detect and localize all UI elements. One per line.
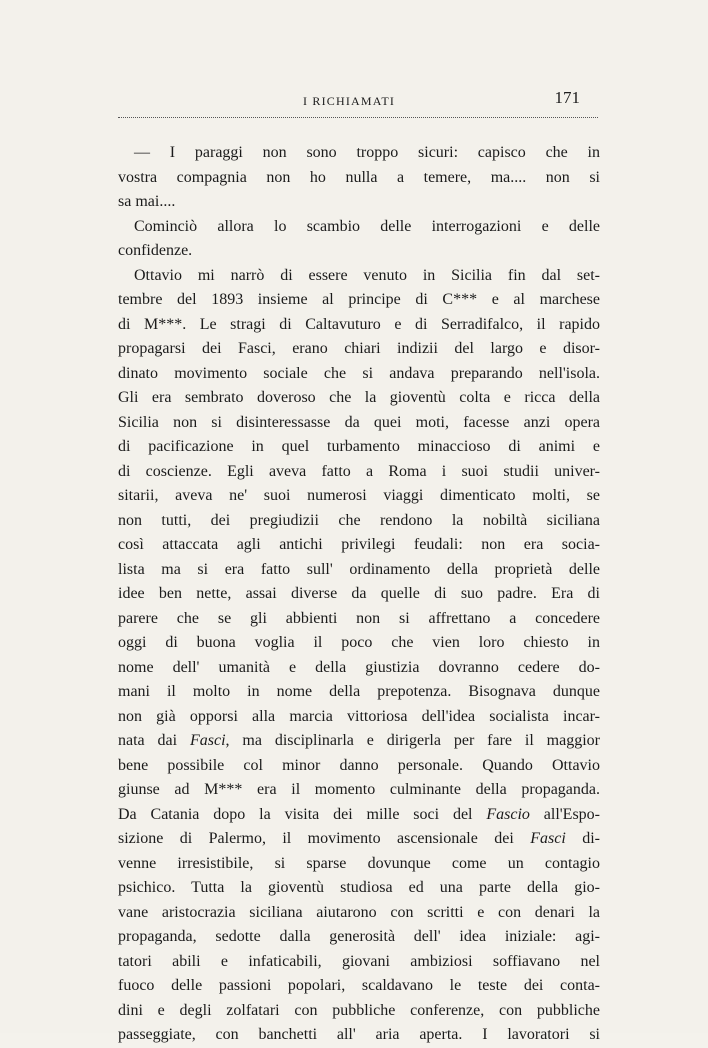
text-line: così attaccata agli antichi privilegi feudali: non era socia- xyxy=(118,536,600,553)
text-line: idee ben nette, assai diverse da quelle di suo padre. Era di xyxy=(118,585,600,602)
text-line: parere che se gli abbienti non si affrettano a concedere xyxy=(118,609,600,627)
italic-term: Fascio xyxy=(486,805,530,823)
text-line: lista ma si era fatto sull' ordinamento della proprietà delle xyxy=(118,560,600,578)
text-line: confidenze. xyxy=(118,242,193,259)
text-fragment: nata dai xyxy=(118,732,190,749)
text-line xyxy=(118,729,600,754)
text-fragment: di- xyxy=(565,830,600,847)
text-line: Cominciò allora lo scambio delle interrogazioni e delle xyxy=(134,217,600,235)
text-line: Gli era sembrato doveroso che la gioventù colta e ricca della xyxy=(118,389,600,406)
text-line: non già opporsi alla marcia vittoriosa dell'idea socialista incar- xyxy=(118,707,600,725)
italic-term: Fasci xyxy=(189,732,226,749)
running-title: I RICHIAMATI xyxy=(303,94,396,108)
text-line: dinato movimento sociale che si andava preparando nell'isola. xyxy=(118,364,600,382)
text-line: — I paraggi non sono troppo sicuri: capisco che in xyxy=(134,144,600,161)
text-line: mani il molto in nome della prepotenza. Bisognava dunque xyxy=(118,683,600,700)
text-line: Sicilia non si disinteressasse da quei moti, facesse anzi opera xyxy=(118,413,600,431)
text-line: di pacificazione in quel turbamento minaccioso di animi e xyxy=(118,438,600,455)
text-line: tatori abili e infaticabili, giovani ambiziosi soffiavano nel xyxy=(118,952,600,970)
text-line: passeggiate, con banchetti all' aria aperta. I lavoratori si xyxy=(118,1026,600,1043)
text-line: Ottavio mi narrò di essere venuto in Sicilia fin dal set- xyxy=(134,266,600,284)
page-header xyxy=(118,88,598,112)
body-text xyxy=(118,141,600,1048)
text-line: non tutti, dei pregiudizii che rendono la nobiltà siciliana xyxy=(118,511,600,529)
text-line: bene possibile col minor danno personale. Quando Ottavio xyxy=(118,756,600,774)
text-line: tembre del 1893 insieme al principe di C*** e al marchese xyxy=(118,291,600,308)
text-line: nome dell' umanità e della giustizia dovranno cedere do- xyxy=(118,658,600,676)
text-line: sa mai.... xyxy=(118,193,176,210)
text-line: di coscienze. Egli aveva fatto a Roma i suoi studii univer- xyxy=(118,462,600,480)
text-fragment: all'Espo- xyxy=(529,805,601,823)
text-line: psichico. Tutta la gioventù studiosa ed una parte della gio- xyxy=(118,879,600,896)
text-line: vostra compagnia non ho nulla a temere, ma.... non si xyxy=(118,168,600,186)
text-line: venne irresistibile, si sparse dovunque come un contagio xyxy=(118,854,600,872)
text-fragment: , ma disciplinarla e dirigerla per fare il maggior xyxy=(225,732,600,749)
text-line xyxy=(118,827,600,852)
text-fragment: sizione di Palermo, il movimento ascensionale dei xyxy=(118,830,531,847)
page-number: 171 xyxy=(554,88,580,107)
text-line: vane aristocrazia siciliana aiutarono con scritti e con denari la xyxy=(118,903,600,921)
text-line: fuoco delle passioni popolari, scaldavano le teste dei conta- xyxy=(118,977,600,994)
text-line xyxy=(118,803,600,828)
header-rule xyxy=(118,117,598,118)
text-line: giunse ad M*** era il momento culminante della propaganda. xyxy=(118,781,600,798)
text-line: propaganda, sedotte dalla generosità dell' idea iniziale: agi- xyxy=(118,928,600,945)
text-fragment: Da Catania dopo la visita dei mille soci del xyxy=(118,805,487,823)
text-line: dini e degli zolfatari con pubbliche conferenze, con pubbliche xyxy=(118,1001,600,1019)
text-line: sitarii, aveva ne' suoi numerosi viaggi dimenticato molti, se xyxy=(118,487,600,504)
italic-term: Fasci xyxy=(530,830,566,847)
text-line: di M***. Le stragi di Caltavuturo e di Serradifalco, il rapido xyxy=(118,315,600,333)
text-line: oggi di buona voglia il poco che vien loro chiesto in xyxy=(118,634,600,651)
text-line: propagarsi dei Fasci, erano chiari indizii del largo e disor- xyxy=(118,340,600,357)
